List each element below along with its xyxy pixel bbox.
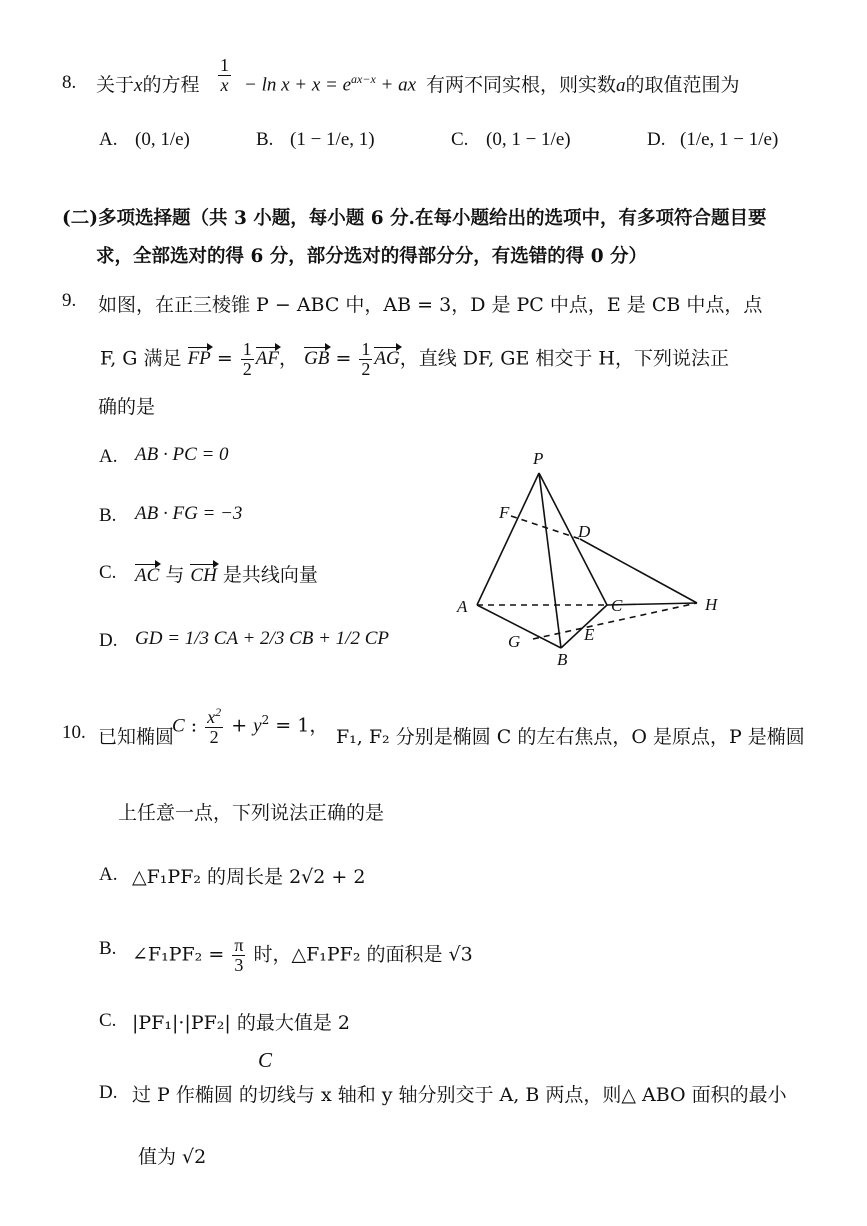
label-G: G — [508, 632, 521, 651]
q8-stem: 关于x的方程 — [96, 74, 200, 96]
q9-option-a-label: A. — [99, 446, 118, 467]
q9-option-c-label: C. — [99, 562, 117, 583]
q8-option-d-label: D. — [647, 129, 666, 150]
q10-option-d-label: D. — [99, 1082, 118, 1103]
q9-stem-line2: F, G 满足 FP = $\frac{1}{2}$ AF， GB = $\frac{1}{2}$ AG，直线 DF, GE 相交于 H，下列说法正 — [100, 339, 730, 379]
section-2-heading-cont: 求，全部选对的得 6 分，部分选对的得部分分，有选错的得 0 分） — [96, 246, 648, 267]
q8-option-d: (1/e, 1 − 1/e) — [680, 129, 779, 150]
q10-floating-c: C — [258, 1048, 273, 1072]
q10-stem-b: F₁, F₂ 分别是椭圆 C 的左右焦点，O 是原点，P 是椭圆 — [336, 726, 805, 748]
q9-stem-line1: 如图，在正三棱锥 P − ABC 中，AB = 3，D 是 PC 中点，E 是 CB 中点，点 — [98, 294, 763, 316]
q8-option-b: (1 − 1/e, 1) — [290, 129, 375, 150]
label-H: H — [705, 595, 718, 614]
label-F: F — [499, 503, 510, 522]
label-D: D — [578, 522, 591, 541]
section-2-heading: (二)多项选择题（共 3 小题，每小题 6 分.在每小题给出的选项中，有多项符合题目要 — [62, 208, 767, 229]
q8-fraction: $\frac{1}{x}$ — [220, 55, 229, 95]
q10-option-b: ∠F₁PF₂ = $\frac{\pi}{3}$ 时，△F₁PF₂ 的面积是 √3 — [132, 935, 473, 975]
q9-number: 9. — [62, 290, 77, 311]
q9-option-d-label: D. — [99, 630, 118, 651]
q9-option-c: AC 与 CH 是共线向量 — [135, 564, 318, 586]
label-A: A — [457, 597, 468, 616]
q10-option-a: △F₁PF₂ 的周长是 2√2 + 2 — [132, 866, 366, 888]
q8-equation: − $\ln x + x = e^{ax-x}$ + ax — [244, 72, 417, 96]
q8-option-c: (0, 1 − 1/e) — [486, 129, 571, 150]
q10-option-d: 过 P 作椭圆 的切线与 x 轴和 y 轴分别交于 A, B 两点，则△ ABO 面积的最小 — [132, 1084, 787, 1106]
q8-option-b-label: B. — [256, 129, 274, 150]
q8-stem-cont: 有两不同实根，则实数a的取值范围为 — [426, 74, 740, 96]
q10-option-b-label: B. — [99, 938, 117, 959]
q10-option-c-label: C. — [99, 1010, 117, 1031]
q10-stem-line2: 上任意一点，下列说法正确的是 — [118, 802, 385, 824]
q8-number: 8. — [62, 72, 77, 93]
q10-option-c: |PF₁|·|PF₂| 的最大值是 2 — [132, 1012, 350, 1034]
q8-option-a-label: A. — [99, 129, 118, 150]
label-B: B — [557, 650, 568, 669]
q10-ellipse-eq: C : $\frac{x^2}{2}$ + $y^2 = 1$， — [172, 705, 329, 747]
q8-option-c-label: C. — [451, 129, 469, 150]
label-P: P — [533, 449, 544, 468]
q10-stem-a: 已知椭圆 — [98, 726, 175, 748]
q9-option-d: GD = 1/3 CA + 2/3 CB + 1/2 CP — [135, 628, 389, 649]
q10-number: 10. — [62, 722, 86, 743]
label-C: C — [611, 596, 623, 615]
q8-option-a: (0, 1/e) — [135, 129, 190, 150]
q9-stem-line3: 确的是 — [98, 396, 156, 418]
label-E: E — [584, 625, 595, 644]
q9-option-a: AB · PC = 0 — [135, 444, 229, 465]
q10-option-a-label: A. — [99, 864, 118, 885]
q9-option-b: AB · FG = −3 — [135, 503, 243, 524]
q10-option-d-cont: 值为 √2 — [138, 1146, 207, 1168]
tetrahedron-figure — [440, 440, 740, 670]
q9-option-b-label: B. — [99, 505, 117, 526]
